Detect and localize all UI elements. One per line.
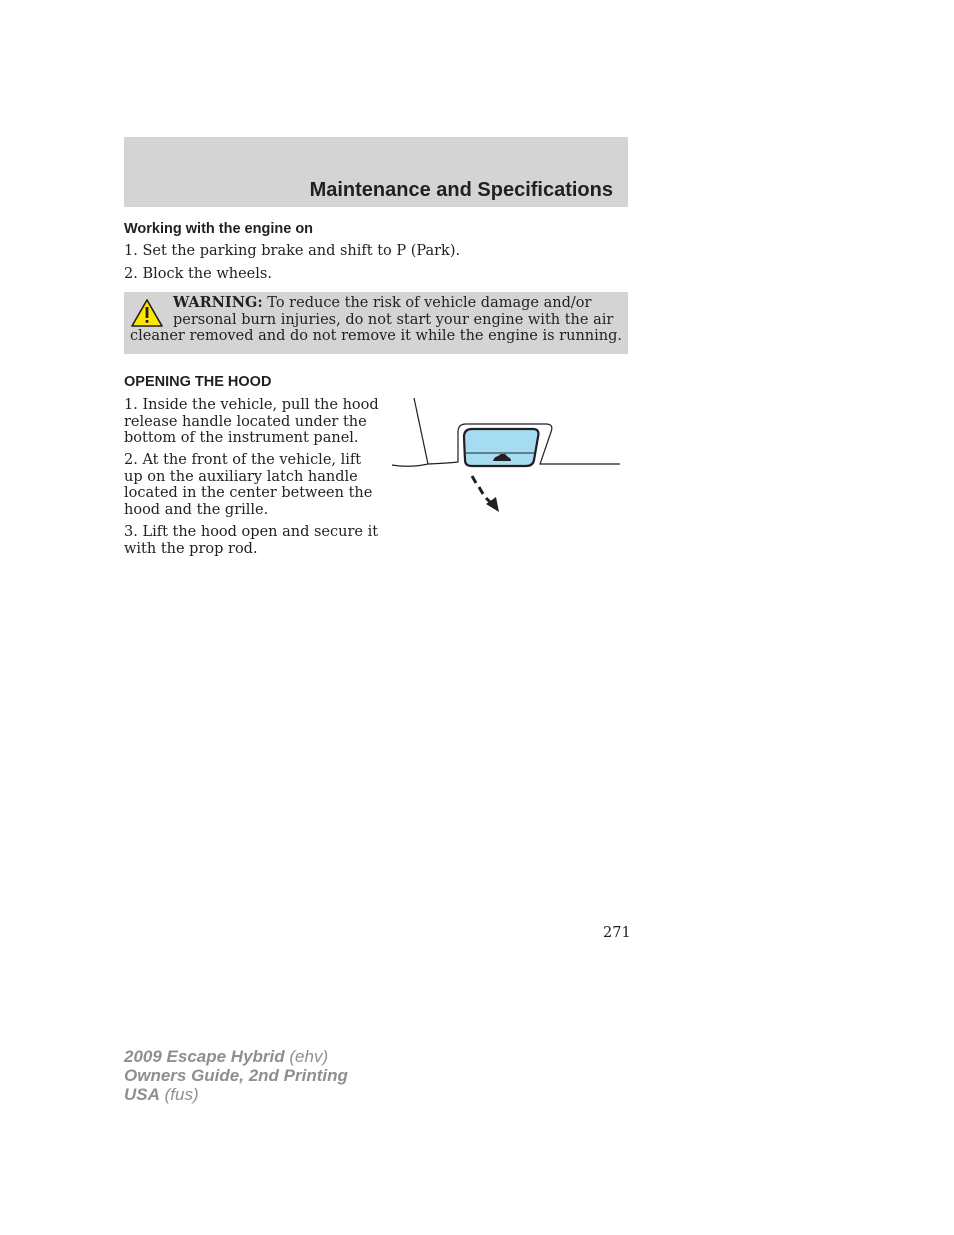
footer-guide: Owners Guide, 2nd Printing: [124, 1066, 348, 1085]
footer-market: USA: [124, 1085, 160, 1104]
page-number: 271: [603, 925, 631, 941]
hood-step-1: 1. Inside the vehicle, pull the hood release handle located under the bottom of the instrument panel.: [124, 397, 379, 446]
document-footer: [124, 1047, 348, 1104]
opening-hood-heading: OPENING THE HOOD: [124, 374, 272, 390]
grille-left-edge: [414, 398, 428, 464]
engine-on-heading: Working with the engine on: [124, 221, 314, 237]
grille-left-bottom: [392, 464, 428, 466]
footer-market-code: (fus): [164, 1085, 199, 1104]
engine-step-2: 2. Block the wheels.: [124, 266, 272, 282]
section-title: Maintenance and Specifications: [309, 179, 613, 201]
engine-step-1: 1. Set the parking brake and shift to P (Park).: [124, 243, 461, 259]
pull-direction-arrow: [472, 476, 492, 504]
hood-latch-illustration: [390, 396, 625, 516]
warning-box: [124, 292, 628, 354]
hood-step-3: 3. Lift the hood open and secure it with the prop rod.: [124, 524, 379, 557]
hood-step-2: 2. At the front of the vehicle, lift up on the auxiliary latch handle located in the center between the hood and the grille.: [124, 452, 373, 518]
warning-body: To reduce the risk of vehicle damage and/or personal burn injuries, do not start your engine with the air cleaner removed and do not remove it while the engine is running.: [130, 295, 622, 344]
warning-text: [130, 295, 624, 345]
section-header-bar: [124, 137, 628, 207]
footer-model-code: (ehv): [289, 1047, 329, 1066]
footer-model: 2009 Escape Hybrid: [124, 1047, 285, 1066]
warning-label: WARNING:: [173, 294, 263, 311]
